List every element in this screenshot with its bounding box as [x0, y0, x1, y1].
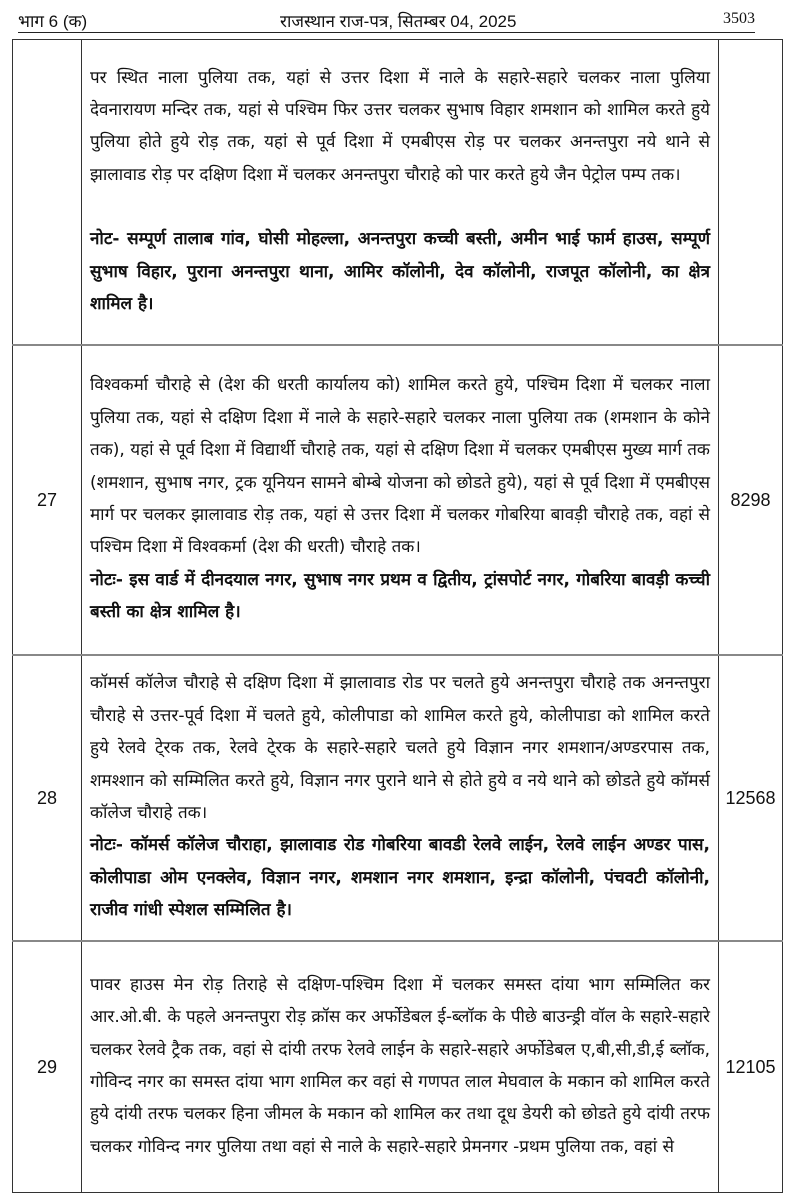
population: 12568: [719, 655, 783, 941]
boundary-note: नोटः- इस वार्ड में दीनदयाल नगर, सुभाष नगर प्रथम व द्वितीय, ट्रांसपोर्ट नगर, गोबरिया बावड़ी कच्ची बस्ती का क्षेत्र शामिल है।: [90, 569, 710, 623]
boundary-description-cell: [82, 941, 719, 1193]
boundary-note: नोटः- कॉमर्स कॉलेज चौराहा, झालावाड रोड गोबरिया बावडी रेलवे लाईन, रेलवे लाईन अण्डर पास, कोलीपाडा ओम एनक्लेव, विज्ञान नगर, शमशान नगर शमशान, इन्द्रा कॉलोनी, पंचवटी कॉलोनी, राजीव गांधी स्पेशल सम्मिलित है।: [90, 835, 710, 921]
ward-number: 29: [13, 941, 82, 1193]
boundary-description: विश्वकर्मा चौराहे से (देश की धरती कार्यालय को) शामिल करते हुये, पश्चिम दिशा में चलकर नाला पुलिया तक, यहां से दक्षिण दिशा में नाले के सहारे-सहारे चलकर नाला पुलिया तक (शमशान के कोने तक), यहां से पूर्व दिशा में विद्यार्थी चौराहे तक, यहां से दक्षिण दिशा में चलकर एमबीएस मुख्य मार्ग तक (शमशान, सुभाष नगर, ट्रक यूनियन सामने बोम्बे योजना को छोडते हुये), यहां से पूर्व दिशा में एमबीएस मार्ग पर चलकर झालावाड रोड़ तक, यहां से उत्तर दिशा में चलकर गोबरिया बावड़ी चौराहे तक, वहां से पश्चिम दिशा में विश्वकर्मा (देश की धरती) चौराहे तक।: [90, 375, 710, 558]
population: 8298: [719, 345, 783, 655]
boundary-description-cell: [82, 655, 719, 941]
boundary-description-cell: [82, 40, 719, 346]
page-header: [18, 4, 755, 33]
boundary-description: पावर हाउस मेन रोड़ तिराहे से दक्षिण-पश्चिम दिशा में चलकर समस्त दांया भाग सम्मिलित कर आर.ओ.बी. के पहले अनन्तपुरा रोड़ क्रॉस कर अर्फोडेबल ई-ब्लॉक के पीछे बाउन्ड्री वॉल के सहारे-सहारे चलकर रेलवे ट्रैक तक, वहां से दांयी तरफ रेलवे लाईन के सहारे-सहारे अर्फोडेबल ए,बी,सी,डी,ई ब्लॉक, गोविन्द नगर का समस्त दांया भाग शामिल कर वहां से गणपत लाल मेघवाल के मकान को शामिल करते हुये दांयी तरफ चलकर हिना जीमल के मकान को शामिल कर तथा दूध डेयरी को छोडते हुये दांयी तरफ चलकर गोविन्द नगर पुलिया तथा वहां से नाले के सहारे-सहारे प्रेमनगर -प्रथम पुलिया तक, वहां से: [90, 974, 710, 1157]
boundary-description: पर स्थित नाला पुलिया तक, यहां से उत्तर दिशा में नाले के सहारे-सहारे चलकर नाला पुलिया देवनारायण मन्दिर तक, यहां से पश्चिम फिर उत्तर चलकर सुभाष विहार शमशान को शामिल करते हुये पुलिया होते हुये रोड़ तक, यहां से पूर्व दिशा में एमबीएस रोड़ पर चलकर अनन्तपुरा नये थाने से झालावाड रोड़ पर दक्षिण दिशा में चलकर अनन्तपुरा चौराहे को पार करते हुये जैन पेट्रोल पम्प तक।: [90, 67, 710, 185]
boundary-note: नोट- सम्पूर्ण तालाब गांव, घोसी मोहल्ला, अनन्तपुरा कच्ची बस्ती, अमीन भाई फार्म हाउस, सम्पूर्ण सुभाष विहार, पुराना अनन्तपुरा थाना, आमिर कॉलोनी, देव कॉलोनी, राजपूत कॉलोनी, का क्षेत्र शामिल है।: [90, 229, 710, 315]
page-number: 3503: [723, 10, 755, 27]
table-row: [13, 40, 783, 346]
boundary-description-cell: [82, 345, 719, 655]
ward-number: 28: [13, 655, 82, 941]
table-row: [13, 655, 783, 941]
gazette-title: राजस्थान राज-पत्र, सितम्बर 04, 2025: [280, 12, 517, 31]
ward-number: 27: [13, 345, 82, 655]
table-row: [13, 941, 783, 1193]
table-row: [13, 345, 783, 655]
population: [719, 40, 783, 346]
ward-boundary-table: [12, 39, 783, 1193]
gazette-part: भाग 6 (क): [18, 12, 88, 31]
boundary-description: कॉमर्स कॉलेज चौराहे से दक्षिण दिशा में झालावाड रोड पर चलते हुये अनन्तपुरा चौराहे तक अनन्तपुरा चौराहे से उत्तर-पूर्व दिशा में चलते हुये, कोलीपाडा को शामिल करते हुये, कोलीपाडा को शामिल करते हुये रेलवे टे्रक तक, रेलवे टे्रक के सहारे-सहारे चलते हुये विज्ञान नगर शमशान/अण्डरपास तक, शमश्शान को सम्मिलित करते हुये, विज्ञान नगर पुराने थाने से होते हुये व नये थाने को छोडते हुये कॉमर्स कॉलेज चौराहे तक।: [90, 673, 710, 823]
population: 12105: [719, 941, 783, 1193]
ward-number: [13, 40, 82, 346]
